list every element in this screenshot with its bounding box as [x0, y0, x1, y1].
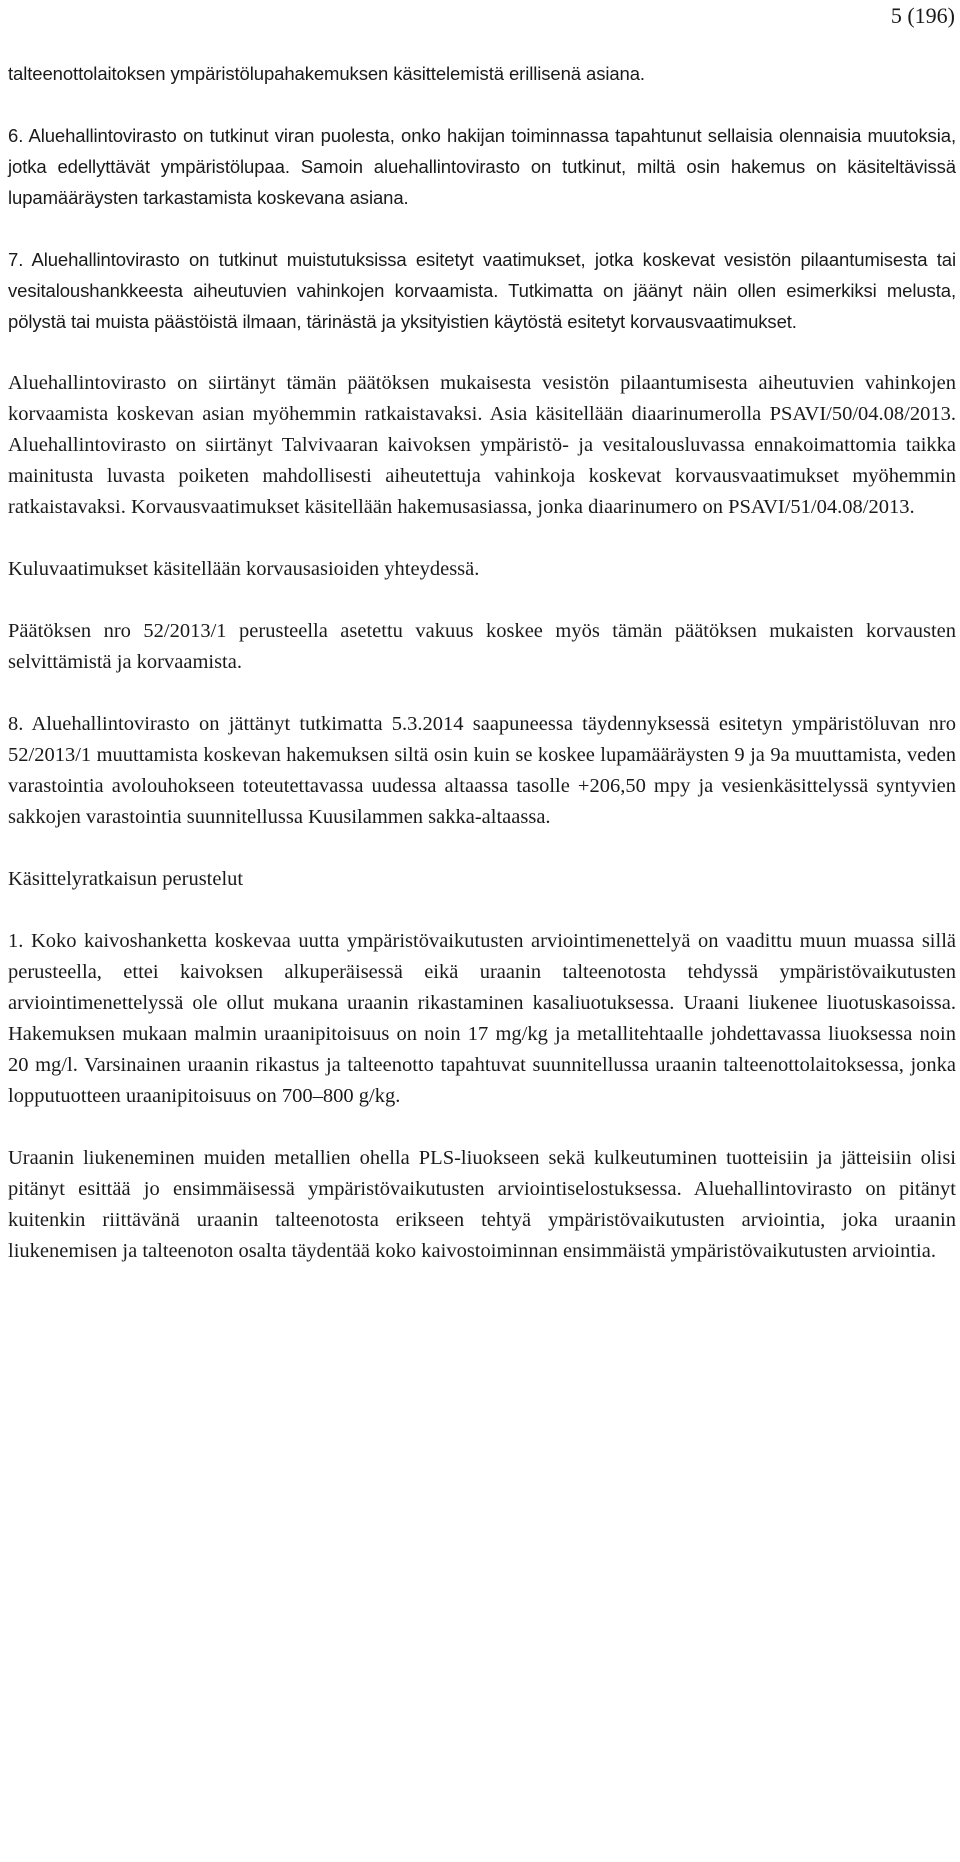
paragraph-item-7: 7. Aluehallintovirasto on tutkinut muistutuksissa esitetyt vaatimukset, jotka koskevat vesistön pilaantumisesta tai vesitaloushankkeesta aiheutuvien vahinkojen korvaamista. Tutkimatta on jäänyt näin ollen esimerkiksi melusta, pölystä tai muista päästöistä ilmaan, tärinästä ja yksityistien käytöstä esitetyt korvausvaatimukset. — [8, 249, 956, 332]
document-body — [8, 58, 956, 1267]
paragraph-security: Päätöksen nro 52/2013/1 perusteella asetettu vakuus koskee myös tämän päätöksen mukaisten korvausten selvittämistä ja korvaamista. — [8, 620, 956, 673]
paragraph-continuation: talteenottolaitoksen ympäristölupahakemuksen käsittelemistä erillisenä asiana. — [8, 63, 645, 84]
paragraph-dissolution: Uraanin liukeneminen muiden metallien ohella PLS-liuokseen sekä kulkeutuminen tuotteisiin ja jätteisiin olisi pitänyt esittää jo ensimmäisessä ympäristövaikutusten arviointiselostuksessa. Aluehallintovirasto on pitänyt kuitenkin riittävänä uraanin talteenotosta erikseen tehtyä ympäristövaikutusten arviointia, joka uraanin liukenemisen ja talteenoton osalta täydentää koko kaivostoiminnan ensimmäistä ympäristövaikutusten arviointia. — [8, 1147, 956, 1262]
paragraph-reason-1: 1. Koko kaivoshanketta koskevaa uutta ympäristövaikutusten arviointimenettelyä on vaadittu muun muassa sillä perusteella, ettei kaivoksen alkuperäisessä eikä uraanin talteenotosta tehdyssä ympäristövaikutusten arviointimenettelyssä ole ollut mukana uraanin rikastaminen kasaliuotuksessa. Uraani liukenee liuotuskasoissa. Hakemuksen mukaan malmin uraanipitoisuus on noin 17 mg/kg ja metallitehtaalle johdettavassa liuoksessa noin 20 mg/l. Varsinainen uraanin rikastus ja talteenotto tapahtuvat suunnitellussa uraanin talteenottolaitoksessa, jonka lopputuotteen uraanipitoisuus on 700–800 g/kg. — [8, 930, 956, 1107]
paragraph-item-8: 8. Aluehallintovirasto on jättänyt tutkimatta 5.3.2014 saapuneessa täydennyksessä esitetyn ympäristöluvan nro 52/2013/1 muuttamista koskevan hakemuksen siltä osin kuin se koskee lupamääräysten 9 ja 9a muuttamista, veden varastointia avolouhokseen toteutettavassa uudessa altaassa tasolle +206,50 mpy ja vesienkäsittelyssä syntyvien sakkojen varastointia suunnitellussa Kuusilammen sakka-altaassa. — [8, 713, 956, 828]
page-number: 5 (196) — [890, 3, 955, 28]
section-heading: Käsittelyratkaisun perustelut — [8, 868, 244, 890]
paragraph-costs: Kuluvaatimukset käsitellään korvausasioiden yhteydessä. — [8, 558, 480, 580]
paragraph-item-6: 6. Aluehallintovirasto on tutkinut viran puolesta, onko hakijan toiminnassa tapahtunut sellaisia olennaisia muutoksia, jotka edellyttävät ympäristölupaa. Samoin aluehallintovirasto on tutkinut, miltä osin hakemus on käsiteltävissä lupamääräysten tarkastamista koskevana asiana. — [8, 125, 956, 208]
paragraph-transfer: Aluehallintovirasto on siirtänyt tämän päätöksen mukaisesta vesistön pilaantumisesta aiheutuvien vahinkojen korvaamista koskevan asian myöhemmin ratkaistavaksi. Asia käsitellään diaarinumerolla PSAVI/50/04.08/2013. Aluehallintovirasto on siirtänyt Talvivaaran kaivoksen ympäristö- ja vesitalousluvassa ennakoimattomia taikka mainitusta luvasta poiketen mahdollisesti aiheutettuja vahinkoja koskevat korvausvaatimukset myöhemmin ratkaistavaksi. Korvausvaatimukset käsitellään hakemusasiassa, jonka diaarinumero on PSAVI/51/04.08/2013. — [8, 372, 956, 518]
